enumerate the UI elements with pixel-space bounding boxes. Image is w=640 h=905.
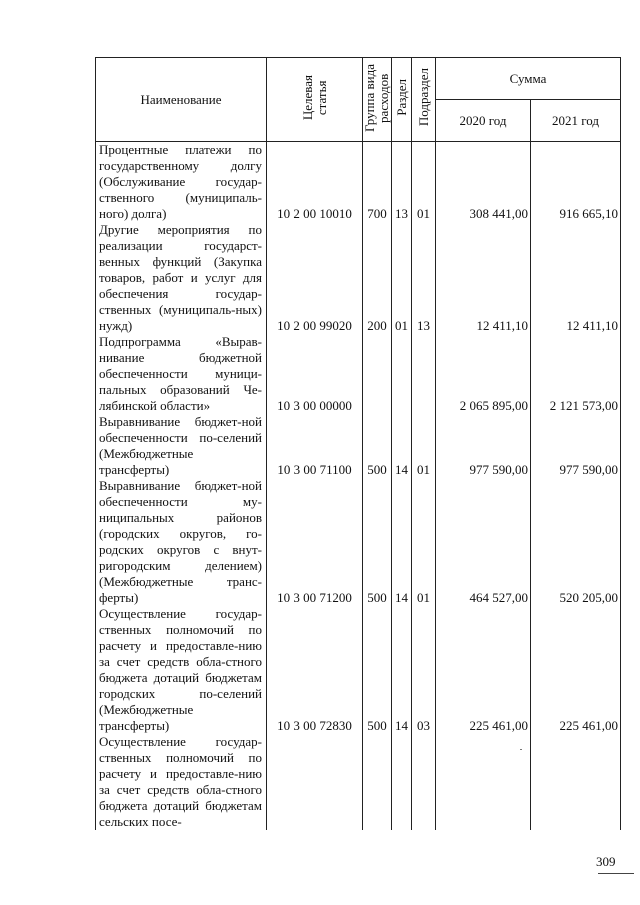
table-row (96, 606, 621, 734)
row-target: 10 3 00 72830 (267, 606, 363, 734)
row-sum-2020: 308 441,00 (436, 142, 531, 223)
row-group: 200 (363, 222, 392, 334)
row-name: Осуществление государ-ственных полномочий по расчету и предоставле-нию за счет средств обла-стного бюджета дотаций бюджетам сельских посе- (96, 734, 267, 830)
scan-artifact-line (598, 873, 634, 874)
row-group: 700 (363, 142, 392, 223)
row-sum-2021: 225 461,00 (531, 606, 621, 734)
row-section (392, 734, 412, 830)
header-year-2021: 2021 год (531, 100, 621, 142)
header-year-2020: 2020 год (436, 100, 531, 142)
row-section: 13 (392, 142, 412, 223)
table-header (96, 58, 621, 142)
row-section: 14 (392, 414, 412, 478)
row-group (363, 734, 392, 830)
row-sum-2021: 520 205,00 (531, 478, 621, 606)
row-target: 10 2 00 10010 (267, 142, 363, 223)
row-subsection (412, 734, 436, 830)
row-name: Выравнивание бюджет-ной обеспеченности по-селений (Межбюджетные трансферты) (96, 414, 267, 478)
budget-table (95, 57, 621, 830)
header-group: Группа вида расходов (363, 58, 392, 142)
row-sum-2020: 2 065 895,00 (436, 334, 531, 414)
row-sum-2020: 977 590,00 (436, 414, 531, 478)
row-target (267, 734, 363, 830)
header-section: Раздел (392, 58, 412, 142)
row-group: 500 (363, 606, 392, 734)
table-row (96, 734, 621, 830)
row-name: Подпрограмма «Вырав-нивание бюджетной обеспеченности муници-пальных образований Че-лябинской области» (96, 334, 267, 414)
header-target: Целевая статья (267, 58, 363, 142)
row-group (363, 334, 392, 414)
row-sum-2020: 225 461,00 (436, 606, 531, 734)
header-name: Наименование (96, 58, 267, 142)
header-sum: Сумма (436, 58, 621, 100)
row-subsection: 01 (412, 414, 436, 478)
row-name: Выравнивание бюджет-ной обеспеченности му-ниципальных районов (городских округов, го-родских округов с внут-ригородским делением) (Межбюджетные транс-ферты) (96, 478, 267, 606)
row-group: 500 (363, 478, 392, 606)
row-subsection: 13 (412, 222, 436, 334)
table-row (96, 142, 621, 223)
header-subsection: Подраздел (412, 58, 436, 142)
row-name: Другие мероприятия по реализации государст-венных функций (Закупка товаров, работ и услуг для обеспечения государ-ственных (муниципаль-ных) нужд) (96, 222, 267, 334)
row-sum-2021: 977 590,00 (531, 414, 621, 478)
row-group: 500 (363, 414, 392, 478)
row-name: Осуществление государ-ственных полномочий по расчету и предоставле-нию за счет средств обла-стного бюджета дотаций бюджетам городских по-селений (Межбюджетные трансферты) (96, 606, 267, 734)
row-target: 10 3 00 71100 (267, 414, 363, 478)
row-sum-2020: 12 411,10 (436, 222, 531, 334)
row-sum-2020 (436, 734, 531, 830)
table-row (96, 478, 621, 606)
row-subsection: 03 (412, 606, 436, 734)
table-row (96, 414, 621, 478)
row-target: 10 3 00 71200 (267, 478, 363, 606)
row-sum-2021 (531, 734, 621, 830)
table-row (96, 222, 621, 334)
row-sum-2021: 916 665,10 (531, 142, 621, 223)
row-name: Процентные платежи по государственному долгу (Обслуживание государ-ственного (муниципаль-ного) долга) (96, 142, 267, 223)
table-body (96, 142, 621, 831)
row-section (392, 334, 412, 414)
row-sum-2021: 12 411,10 (531, 222, 621, 334)
row-sum-2020: 464 527,00 (436, 478, 531, 606)
scan-artifact-dot (520, 749, 522, 750)
row-section: 14 (392, 478, 412, 606)
row-subsection (412, 334, 436, 414)
row-target: 10 2 00 99020 (267, 222, 363, 334)
row-subsection: 01 (412, 142, 436, 223)
row-subsection: 01 (412, 478, 436, 606)
table-row (96, 334, 621, 414)
page-number: 309 (596, 854, 616, 869)
row-sum-2021: 2 121 573,00 (531, 334, 621, 414)
row-target: 10 3 00 00000 (267, 334, 363, 414)
row-section: 01 (392, 222, 412, 334)
row-section: 14 (392, 606, 412, 734)
